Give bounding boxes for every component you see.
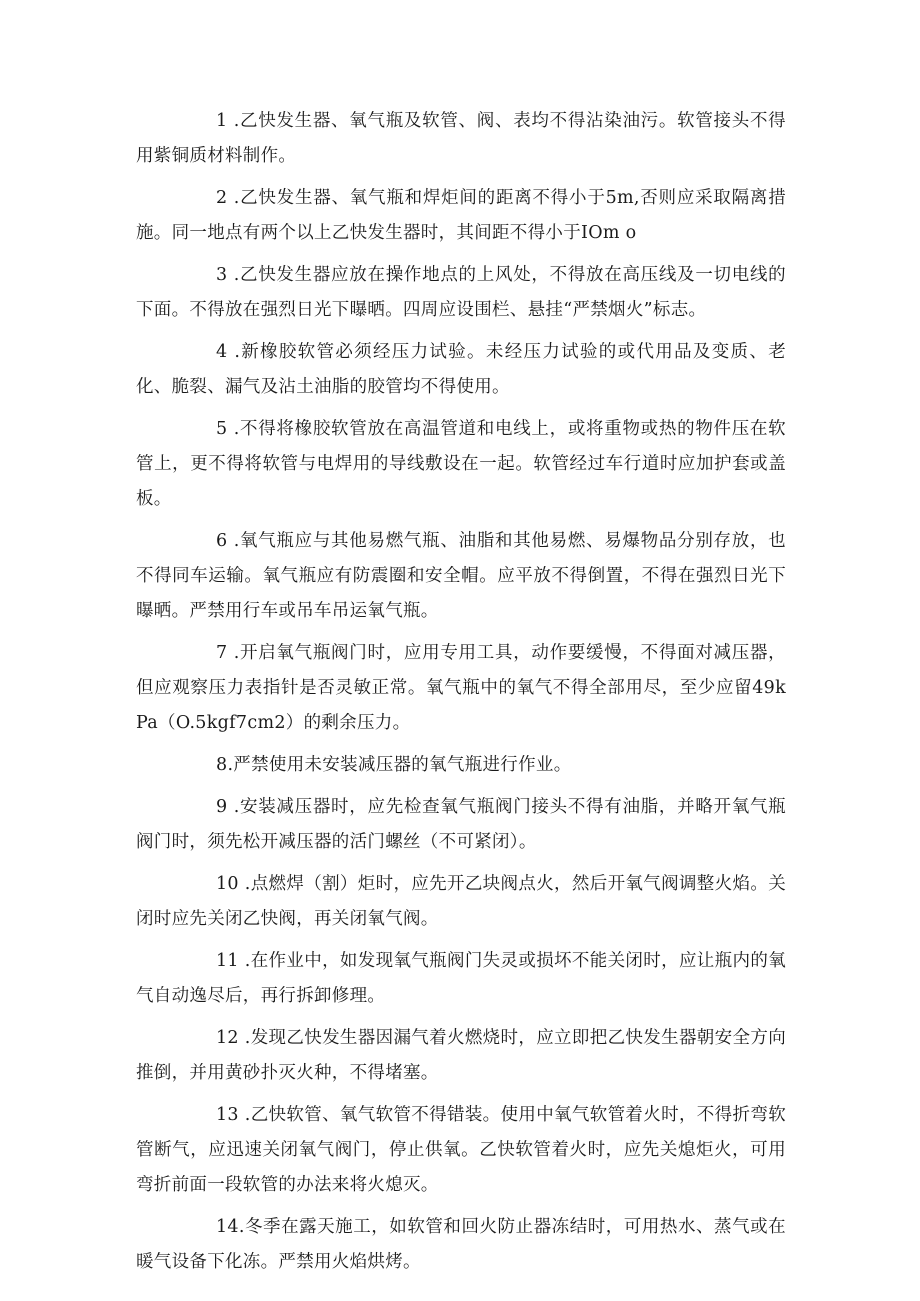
- list-item: [136, 412, 786, 517]
- item-number: 9: [216, 797, 228, 817]
- item-text: .开启氧气瓶阀门时，应用专用工具，动作要缓慢，不得面对减压器，但应观察压力表指针是否灵敏正常。氧气瓶中的氧气不得全部用尽，至少应留49kPa（O.5kgf7cm2）的剩余压力。: [136, 643, 786, 733]
- item-number: 5: [216, 419, 228, 439]
- list-item: [136, 790, 786, 860]
- list-item: [136, 258, 786, 328]
- item-text: .乙快发生器应放在操作地点的上风处，不得放在高压线及一切电线的下面。不得放在强烈日光下曝晒。四周应设围栏、悬挂“严禁烟火”标志。: [136, 265, 786, 320]
- item-text: .乙快发生器、氧气瓶及软管、阀、表均不得沾染油污。软管接头不得用紫铜质材料制作。: [136, 111, 786, 166]
- item-number: 11: [216, 951, 239, 971]
- item-number: 7: [216, 643, 228, 663]
- list-item: [136, 1098, 786, 1203]
- document-body: [136, 104, 786, 1287]
- list-item: [136, 636, 786, 741]
- item-number: 8: [216, 755, 228, 775]
- item-text: .氧气瓶应与其他易燃气瓶、油脂和其他易燃、易爆物品分别存放，也不得同车运输。氧气瓶应有防震圈和安全帽。应平放不得倒置，不得在强烈日光下曝晒。严禁用行车或吊车吊运氧气瓶。: [136, 531, 786, 621]
- item-number: 12: [216, 1028, 239, 1048]
- list-item: [136, 748, 786, 783]
- item-text: .乙快发生器、氧气瓶和焊炬间的距离不得小于5m,否则应采取隔离措施。同一地点有两个以上乙快发生器时，其间距不得小于IOm o: [136, 188, 786, 243]
- list-item: [136, 944, 786, 1014]
- item-text: .发现乙快发生器因漏气着火燃烧时，应立即把乙快发生器朝安全方向推倒，并用黄砂扑灭火种，不得堵塞。: [136, 1028, 786, 1083]
- item-text: .安装减压器时，应先检查氧气瓶阀门接头不得有油脂，并略开氧气瓶阀门时，须先松开减压器的活门螺丝（不可紧闭）。: [136, 797, 786, 852]
- item-number: 3: [216, 265, 228, 285]
- list-item: [136, 335, 786, 405]
- list-item: [136, 524, 786, 629]
- item-number: 10: [216, 874, 239, 894]
- item-number: 6: [216, 531, 228, 551]
- item-text: .不得将橡胶软管放在高温管道和电线上，或将重物或热的物件压在软管上，更不得将软管与电焊用的导线敷设在一起。软管经过车行道时应加护套或盖板。: [136, 419, 786, 509]
- list-item: [136, 1021, 786, 1091]
- item-number: 14: [216, 1217, 239, 1237]
- item-text: .冬季在露天施工，如软管和回火防止器冻结时，可用热水、蒸气或在暖气设备下化冻。严禁用火焰烘烤。: [136, 1217, 786, 1272]
- item-text: .严禁使用未安装减压器的氧气瓶进行作业。: [227, 755, 572, 775]
- list-item: [136, 104, 786, 174]
- item-text: .点燃焊（割）炬时，应先开乙块阀点火，然后开氧气阀调整火焰。关闭时应先关闭乙快阀，再关闭氧气阀。: [136, 874, 786, 929]
- item-number: 1: [216, 111, 228, 131]
- list-item: [136, 1210, 786, 1280]
- item-number: 4: [216, 342, 228, 362]
- list-item: [136, 181, 786, 251]
- item-number: 2: [216, 188, 228, 208]
- item-text: .在作业中，如发现氧气瓶阀门失灵或损坏不能关闭时，应让瓶内的氧气自动逸尽后，再行拆卸修理。: [136, 951, 786, 1006]
- item-text: .乙快软管、氧气软管不得错装。使用中氧气软管着火时，不得折弯软管断气，应迅速关闭氧气阀门，停止供氧。乙快软管着火时，应先关熄炬火，可用弯折前面一段软管的办法来将火熄灭。: [136, 1105, 786, 1195]
- list-item: [136, 867, 786, 937]
- item-number: 13: [216, 1105, 239, 1125]
- item-text: .新橡胶软管必须经压力试验。未经压力试验的或代用品及变质、老化、脆裂、漏气及沾土油脂的胶管均不得使用。: [136, 342, 786, 397]
